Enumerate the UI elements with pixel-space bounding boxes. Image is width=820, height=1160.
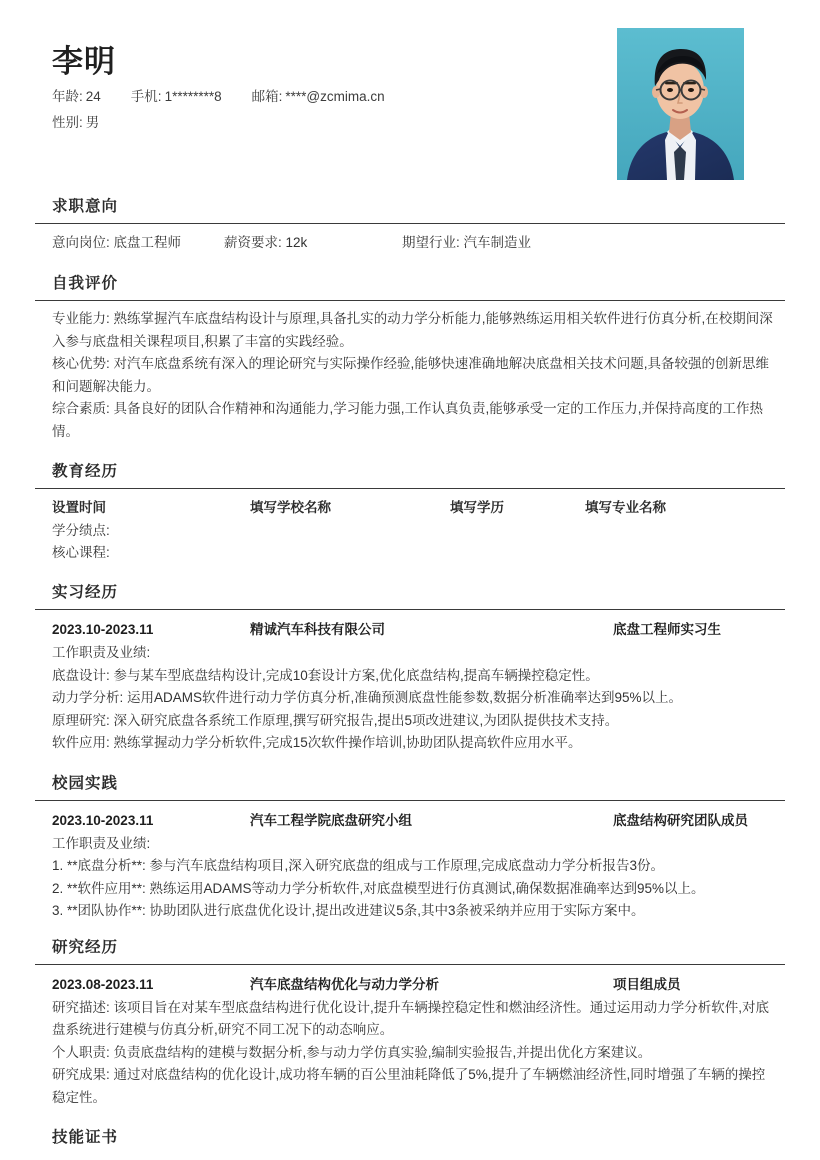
education-column-time: 设置时间 [52, 500, 106, 515]
section-research [0, 937, 820, 1128]
contact-email-label: 邮箱: [251, 89, 283, 104]
self-evaluation-body [52, 308, 775, 443]
spacer [52, 923, 775, 937]
campus-entry-header [52, 808, 775, 833]
self-evaluation-paragraph: 综合素质: 具备良好的团队合作精神和沟通能力,学习能力强,工作认真负责,能够承受一定的工作压力,并保持高度的工作热情。 [52, 401, 764, 439]
contact-phone [131, 84, 222, 110]
research-entry-header [52, 972, 775, 997]
self-evaluation-paragraph: 核心优势: 对汽车底盘系统有深入的理论研究与实际操作经验,能够快速准确地解决底盘相关技术问题,具备较强的创新思维和问题解决能力。 [52, 356, 770, 394]
contact-gender-value: 男 [85, 115, 100, 130]
section-title-internship: 实习经历 [52, 584, 119, 601]
campus-line: 3. **团队协作**: 协助团队进行底盘优化设计,提出改进建议5条,其中3条被采纳并应用于实际方案中。 [52, 903, 645, 918]
spacer [52, 1109, 775, 1127]
contact-email [252, 84, 385, 110]
job-intent-row [52, 231, 775, 255]
education-column-major: 填写专业名称 [585, 500, 666, 515]
resume-header [0, 0, 820, 196]
section-title-research: 研究经历 [52, 938, 119, 956]
contact-age [52, 84, 101, 110]
intent-position [52, 231, 224, 255]
campus-line: 工作职责及业绩: [52, 835, 151, 851]
section-divider [35, 300, 785, 301]
internship-line: 原理研究: 深入研究底盘各系统工作原理,撰写研究报告,提出5项改进建议,为团队提供技术支持。 [52, 712, 619, 728]
internship-role: 底盘工程师实习生 [613, 622, 721, 637]
self-evaluation-paragraph: 专业能力: 熟练掌握汽车底盘结构设计与原理,具备扎实的动力学分析能力,能够熟练运用相关软件进行仿真分析,在校期间深入参与底盘相关课程项目,积累了丰富的实践经验。 [52, 311, 773, 349]
campus-line: 2. **软件应用**: 熟练运用ADAMS等动力学分析软件,对底盘模型进行仿真测试,确保数据准确率达到95%以上。 [52, 880, 705, 896]
intent-salary-value: 12k [285, 235, 308, 250]
intent-industry-value: 汽车制造业 [463, 235, 532, 250]
internship-company: 精诚汽车科技有限公司 [250, 622, 385, 637]
section-title-skills-certificates: 技能证书 [52, 1129, 119, 1146]
contact-age-value: 24 [85, 89, 101, 104]
section-skills-certificates [0, 1127, 820, 1154]
section-job-intent [0, 196, 820, 273]
intent-industry [402, 231, 531, 255]
education-columns-row [52, 496, 775, 520]
contact-gender [52, 110, 99, 136]
section-divider [35, 609, 785, 610]
contact-age-label: 年龄: [52, 89, 83, 104]
intent-industry-label: 期望行业: [402, 235, 460, 250]
contact-gender-label: 性别: [52, 115, 83, 130]
section-title-self-evaluation: 自我评价 [52, 275, 119, 292]
spacer [52, 755, 775, 773]
education-column-degree: 填写学历 [450, 500, 504, 515]
section-title-education: 教育经历 [52, 463, 119, 480]
contact-phone-value: 1********8 [164, 89, 222, 104]
contact-phone-label: 手机: [130, 89, 162, 104]
campus-organization: 汽车工程学院底盘研究小组 [250, 812, 412, 828]
section-divider [35, 488, 785, 489]
section-campus-practice [0, 773, 820, 937]
education-gpa: 学分绩点: [52, 523, 110, 538]
internship-line: 动力学分析: 运用ADAMS软件进行动力学仿真分析,准确预测底盘性能参数,数据分析准确率达到95%以上。 [52, 690, 683, 705]
section-self-evaluation [0, 273, 820, 461]
internship-date: 2023.10-2023.11 [52, 622, 154, 637]
education-column-school: 填写学校名称 [250, 500, 331, 515]
research-project: 汽车底盘结构优化与动力学分析 [250, 976, 439, 992]
candidate-name: 李明 [52, 44, 116, 79]
intent-position-label: 意向岗位: [52, 235, 110, 250]
internship-line: 底盘设计: 参与某车型底盘结构设计,完成10套设计方案,优化底盘结构,提高车辆操控稳定性。 [52, 667, 599, 683]
section-title-job-intent: 求职意向 [52, 198, 119, 215]
intent-position-value: 底盘工程师 [113, 235, 182, 250]
campus-line: 1. **底盘分析**: 参与汽车底盘结构项目,深入研究底盘的组成与工作原理,完成底盘动力学分析报告3份。 [52, 858, 665, 873]
intent-salary [224, 231, 402, 255]
spacer [52, 255, 775, 273]
section-divider [35, 800, 785, 801]
research-line: 研究描述: 该项目旨在对某车型底盘结构进行优化设计,提升车辆操控稳定性和燃油经济性。通过运用动力学分析软件,对底盘系统进行建模与仿真分析,研究不同工况下的动态响应。 [52, 999, 770, 1037]
intent-salary-label: 薪资要求: [224, 235, 282, 250]
campus-date: 2023.10-2023.11 [52, 812, 154, 828]
contact-email-value: ****@zcmima.cn [285, 89, 385, 104]
spacer [52, 443, 775, 461]
internship-line: 软件应用: 熟练掌握动力学分析软件,完成15次软件操作培训,协助团队提高软件应用水平。 [52, 735, 582, 750]
section-divider [35, 964, 785, 965]
campus-role: 底盘结构研究团队成员 [613, 812, 748, 828]
education-core-courses: 核心课程: [52, 545, 110, 560]
research-line: 个人职责: 负责底盘结构的建模与数据分析,参与动力学仿真实验,编制实验报告,并提出优化方案建议。 [52, 1044, 652, 1060]
section-internship [0, 582, 820, 773]
section-title-campus-practice: 校园实践 [52, 774, 119, 792]
section-education [0, 461, 820, 582]
internship-line: 工作职责及业绩: [52, 645, 151, 660]
internship-entry-header [52, 617, 775, 642]
research-date: 2023.08-2023.11 [52, 976, 154, 992]
research-line: 研究成果: 通过对底盘结构的优化设计,成功将车辆的百公里油耗降低了5%,提升了车辆燃油经济性,同时增强了车辆的操控稳定性。 [52, 1067, 766, 1105]
portrait-photo [617, 28, 744, 180]
spacer [52, 564, 775, 582]
research-role: 项目组成员 [613, 976, 681, 992]
section-divider [35, 223, 785, 224]
